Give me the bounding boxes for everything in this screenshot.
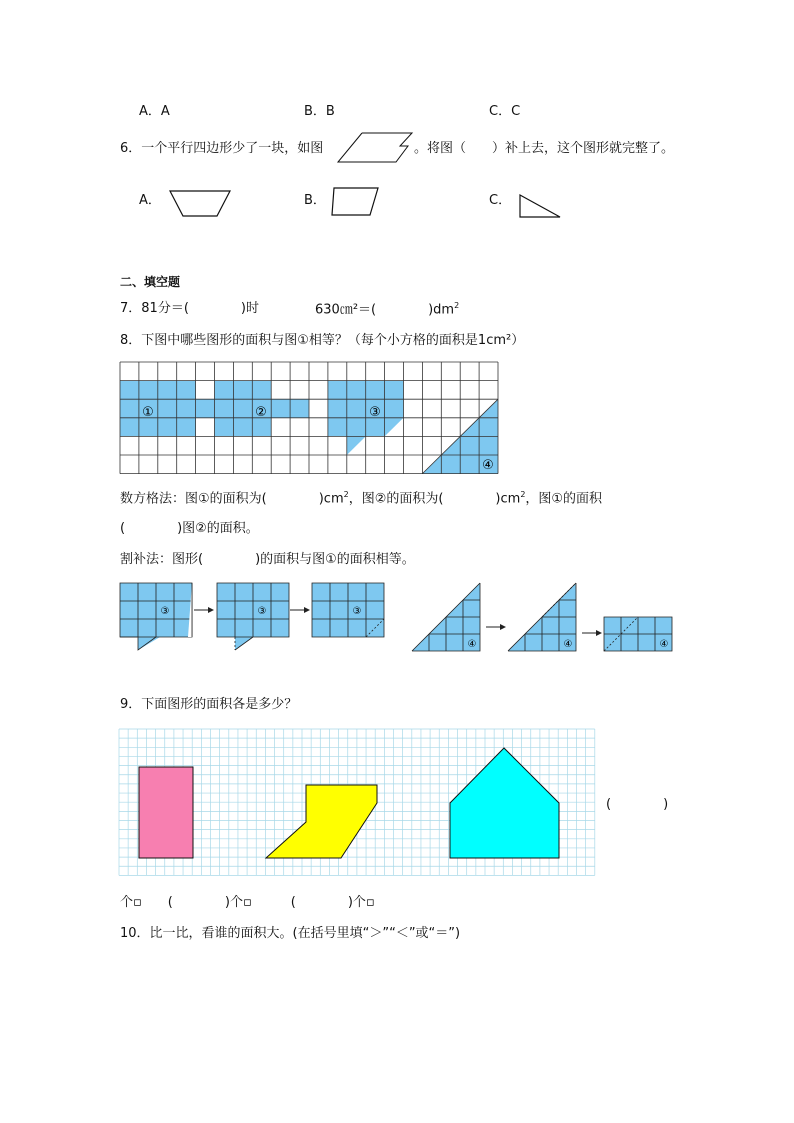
q6-text-after: 。将图（ ）补上去，这个图形就完整了。 bbox=[414, 141, 675, 156]
q8-fill-cell bbox=[177, 381, 196, 400]
q6-text-before: 6．一个平行四边形少了一块，如图 bbox=[120, 141, 324, 156]
q8-fill-cell bbox=[366, 381, 385, 400]
q9-title: 9．下面图形的面积各是多少？ bbox=[120, 697, 298, 712]
q8-fill-cell bbox=[233, 418, 252, 437]
q8-cut-fill-steps bbox=[120, 580, 680, 652]
q8-fill-cell bbox=[328, 399, 347, 418]
q9-answer-row: 个▫ ( )个▫ ( )个▫ bbox=[120, 895, 375, 910]
step-4-result bbox=[604, 617, 672, 651]
q8-label-3: ③ bbox=[369, 405, 381, 420]
q8-fill-cell bbox=[328, 381, 347, 400]
step-4-cut bbox=[508, 583, 576, 651]
q8-fill-cell bbox=[177, 418, 196, 437]
q8-fill-cell bbox=[177, 399, 196, 418]
q8-label-1: ① bbox=[142, 405, 154, 420]
q9-answer-right: ( ) bbox=[606, 797, 669, 812]
q8-grid-figure bbox=[120, 362, 500, 477]
q8-fill-cell bbox=[120, 418, 139, 437]
q8-count-line-1: 数方格法：图①的面积为( )$cm^2$，图②的面积为( )$cm^2$，图①的面积 bbox=[120, 490, 603, 507]
q8-fill-cell bbox=[215, 399, 234, 418]
q6-option-c-triangle-shape bbox=[518, 194, 562, 218]
q8-fill-cell bbox=[233, 381, 252, 400]
q8-fill-cell bbox=[139, 418, 158, 437]
q8-fill-cell bbox=[290, 399, 309, 418]
q8-fill-cell bbox=[347, 418, 366, 437]
step-label: ④ bbox=[563, 639, 573, 650]
q8-fill-part bbox=[347, 436, 366, 455]
q6-option-a-trapezoid-shape bbox=[170, 190, 232, 218]
q8-title: 8．下图中哪些图形的面积与图①相等？（每个小方格的面积是1cm²） bbox=[120, 333, 525, 348]
q8-fill-cell bbox=[366, 418, 385, 437]
step-label: ④ bbox=[467, 639, 477, 650]
yellow-shape bbox=[266, 785, 377, 858]
q7-part2: 630㎝²＝( )$dm^2$ bbox=[315, 301, 460, 318]
q8-fill-cell bbox=[158, 381, 177, 400]
q7-part1: 7．81分＝( )时 bbox=[120, 301, 259, 316]
q8-fill-cell bbox=[215, 418, 234, 437]
step-label: ③ bbox=[160, 606, 170, 617]
q8-fill-cell bbox=[196, 399, 215, 418]
q6-option-b: B． bbox=[304, 193, 326, 208]
q8-gridlines bbox=[120, 362, 498, 474]
q8-fill-cell bbox=[347, 381, 366, 400]
section-title: 二、填空题 bbox=[120, 275, 181, 289]
q8-fill-cell bbox=[120, 399, 139, 418]
q8-fill-cell bbox=[328, 418, 347, 437]
q8-fill-cell bbox=[252, 381, 271, 400]
step-3-original bbox=[120, 583, 192, 650]
q5-option-c: C．C bbox=[489, 104, 521, 119]
q10-title: 10．比一比，看谁的面积大。(在括号里填“＞”“＜”或“＝”) bbox=[120, 926, 461, 941]
q8-fill-cell bbox=[139, 381, 158, 400]
step-label: ③ bbox=[352, 606, 362, 617]
q8-label-2: ② bbox=[255, 405, 267, 420]
q8-fill-cell bbox=[271, 399, 290, 418]
q8-fill-cell bbox=[158, 418, 177, 437]
q8-fill-cell bbox=[120, 381, 139, 400]
q8-fill-cell bbox=[233, 399, 252, 418]
step-label: ③ bbox=[257, 606, 267, 617]
q8-label-4: ④ bbox=[482, 458, 494, 473]
q8-fill-cell bbox=[158, 399, 177, 418]
q8-fill-part bbox=[385, 381, 404, 437]
q5-option-a: A．A bbox=[139, 104, 170, 119]
q8-fill-cell bbox=[215, 381, 234, 400]
q5-option-b: B．B bbox=[304, 104, 335, 119]
q6-option-b-quadrilateral-shape bbox=[332, 187, 380, 217]
q8-cut-fill-line: 割补法：图形( )的面积与图①的面积相等。 bbox=[120, 552, 415, 567]
step-3-result bbox=[312, 583, 384, 637]
pink-rectangle bbox=[139, 767, 193, 858]
step-3-cut bbox=[217, 583, 289, 650]
q8-fill-cell bbox=[347, 399, 366, 418]
q9-grid-figure bbox=[119, 729, 599, 879]
q8-count-line-2: ( )图②的面积。 bbox=[120, 521, 259, 536]
step-4-original bbox=[412, 583, 480, 651]
q6-option-c: C． bbox=[489, 193, 512, 208]
q8-fill-cell bbox=[252, 418, 271, 437]
q6-option-a: A． bbox=[139, 193, 161, 208]
q6-incomplete-parallelogram bbox=[338, 132, 414, 164]
step-label: ④ bbox=[659, 639, 669, 650]
